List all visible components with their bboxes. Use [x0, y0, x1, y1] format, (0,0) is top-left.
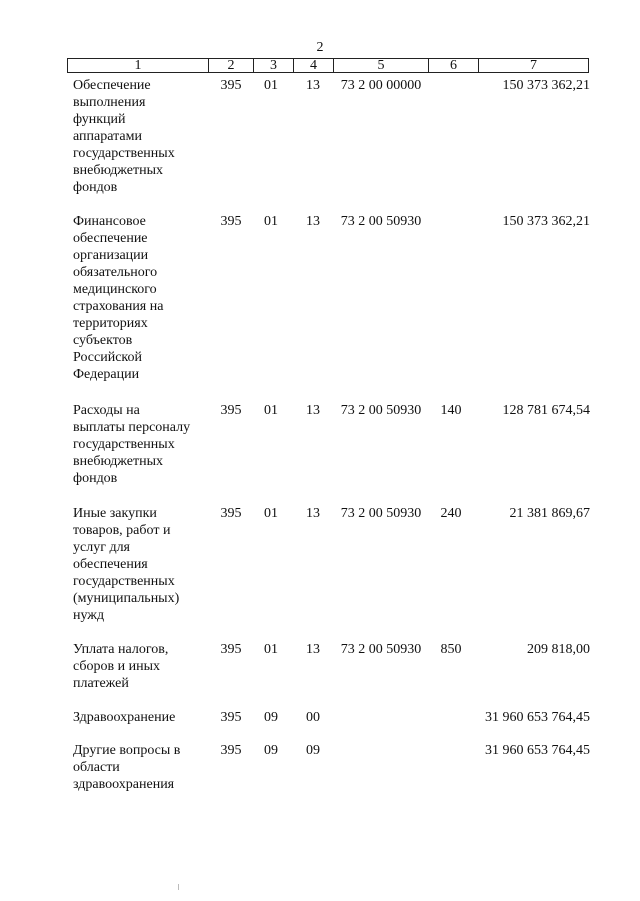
row-col-2: 395 [220, 78, 242, 93]
row-col-5: 73 2 00 00000 [340, 78, 422, 93]
row-col-4: 00 [306, 710, 320, 725]
row-col-4: 09 [306, 743, 320, 758]
row-name: Уплата налогов, сборов и иных платежей [73, 642, 169, 691]
row-col-3: 09 [264, 743, 278, 758]
row-col-2: 395 [220, 743, 242, 758]
row-col-5: 73 2 00 50930 [340, 642, 422, 657]
row-amount: 31 960 653 764,45 [485, 710, 590, 725]
row-col-3: 01 [264, 506, 278, 521]
header-col-2: 2 [208, 59, 253, 72]
row-col-5: 73 2 00 50930 [340, 214, 422, 229]
row-name: Обеспечение выполнения функций аппаратами государственных внебюджетных фондов [73, 78, 175, 195]
row-col-2: 395 [220, 506, 242, 521]
row-amount: 21 381 869,67 [509, 506, 590, 521]
row-col-3: 01 [264, 403, 278, 418]
row-amount: 150 373 362,21 [502, 78, 590, 93]
row-col-3: 01 [264, 214, 278, 229]
row-name: Другие вопросы в области здравоохранения [73, 743, 181, 792]
row-col-6: 140 [440, 403, 462, 418]
header-col-1: 1 [134, 58, 142, 73]
page-number: 2 [316, 40, 324, 55]
row-col-4: 13 [306, 403, 320, 418]
row-amount: 31 960 653 764,45 [485, 743, 590, 758]
row-col-2: 395 [220, 214, 242, 229]
row-col-3: 01 [264, 78, 278, 93]
row-col-6: 240 [440, 506, 462, 521]
header-col-3: 3 [253, 59, 293, 72]
row-col-4: 13 [306, 506, 320, 521]
row-col-6: 850 [440, 642, 462, 657]
row-col-5: 73 2 00 50930 [340, 506, 422, 521]
header-col-6: 6 [428, 59, 478, 72]
scan-artifact-mark [178, 884, 179, 890]
row-col-4: 13 [306, 642, 320, 657]
row-col-2: 395 [220, 403, 242, 418]
row-name: Финансовое обеспечение организации обязательного медицинского страхования на территориях субъектов Российской Федерации [73, 214, 164, 382]
row-col-2: 395 [220, 710, 242, 725]
row-amount: 128 781 674,54 [502, 403, 590, 418]
row-name: Иные закупки товаров, работ и услуг для обеспечения государственных (муниципальных) нужд [73, 506, 180, 623]
row-col-4: 13 [306, 78, 320, 93]
row-col-5: 73 2 00 50930 [340, 403, 422, 418]
row-col-3: 09 [264, 710, 278, 725]
row-col-4: 13 [306, 214, 320, 229]
row-amount: 150 373 362,21 [502, 214, 590, 229]
header-col-5: 5 [333, 59, 428, 72]
row-name: Расходы на выплаты персоналу государственных внебюджетных фондов [73, 403, 191, 486]
row-amount: 209 818,00 [527, 642, 590, 657]
row-col-2: 395 [220, 642, 242, 657]
header-col-4: 4 [293, 59, 333, 72]
row-col-3: 01 [264, 642, 278, 657]
header-col-7: 7 [478, 59, 588, 72]
row-name: Здравоохранение [73, 710, 176, 725]
